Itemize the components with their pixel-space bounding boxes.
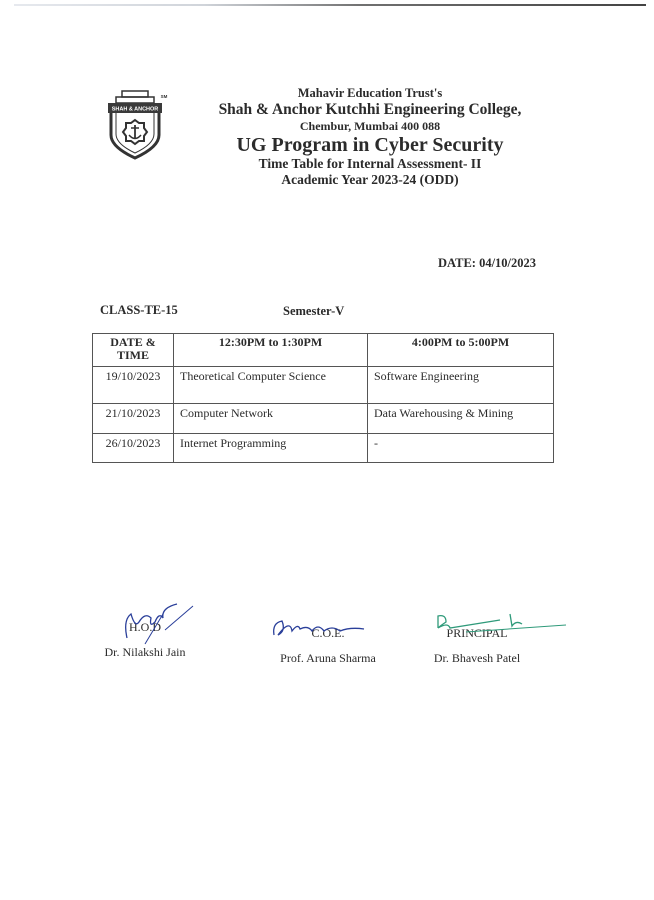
signatory-role: PRINCIPAL (446, 626, 508, 640)
trust-name: Mahavir Education Trust's (297, 86, 443, 100)
logo-mark: SM (160, 94, 168, 99)
program-title: UG Program in Cyber Security (236, 134, 504, 156)
table-row (93, 404, 554, 434)
semester-label: Semester-V (283, 304, 345, 318)
row-date: 21/10/2023 (93, 404, 174, 434)
row-date: 19/10/2023 (93, 367, 174, 404)
column-header-slot-2: 4:00PM to 5:00PM (368, 334, 554, 367)
scan-edge (14, 4, 646, 6)
logo-text: SHAH & ANCHOR (111, 106, 159, 113)
row-date: 26/10/2023 (93, 434, 174, 463)
signatory-role: C.O.E. (311, 626, 345, 640)
table-row (93, 367, 554, 404)
table-row (93, 434, 554, 463)
row-slot-2: Software Engineering (368, 367, 554, 404)
hod-signature (105, 600, 195, 645)
signature-block-hod (100, 620, 190, 660)
academic-year: Academic Year 2023-24 (ODD) (281, 172, 459, 187)
row-slot-1: Computer Network (174, 404, 368, 434)
college-name: Shah & Anchor Kutchhi Engineering College, (218, 101, 522, 118)
signature-block-coe (268, 613, 388, 666)
document-date: DATE: 04/10/2023 (438, 256, 537, 270)
row-slot-1: Internet Programming (174, 434, 368, 463)
row-slot-2: - (368, 434, 554, 463)
row-slot-1: Theoretical Computer Science (174, 367, 368, 404)
timetable-title: Time Table for Internal Assessment- II (258, 156, 482, 171)
signatory-name: Dr. Bhavesh Patel (433, 651, 521, 665)
table-header-row (93, 334, 554, 367)
signatory-name: Prof. Aruna Sharma (280, 651, 376, 665)
timetable (92, 333, 554, 463)
class-label: CLASS-TE-15 (100, 303, 178, 317)
row-slot-2: Data Warehousing & Mining (368, 404, 554, 434)
document-header (200, 86, 540, 188)
principal-signature (430, 610, 570, 635)
column-header-slot-1: 12:30PM to 1:30PM (174, 334, 368, 367)
signatory-role: H.O.D (129, 620, 161, 634)
college-logo (104, 89, 168, 161)
college-address: Chembur, Mumbai 400 088 (299, 119, 441, 133)
signature-block-principal (422, 618, 532, 666)
coe-signature (268, 611, 378, 641)
signatory-name: Dr. Nilakshi Jain (104, 645, 186, 659)
column-header-date-time: DATE & TIME (93, 334, 174, 367)
